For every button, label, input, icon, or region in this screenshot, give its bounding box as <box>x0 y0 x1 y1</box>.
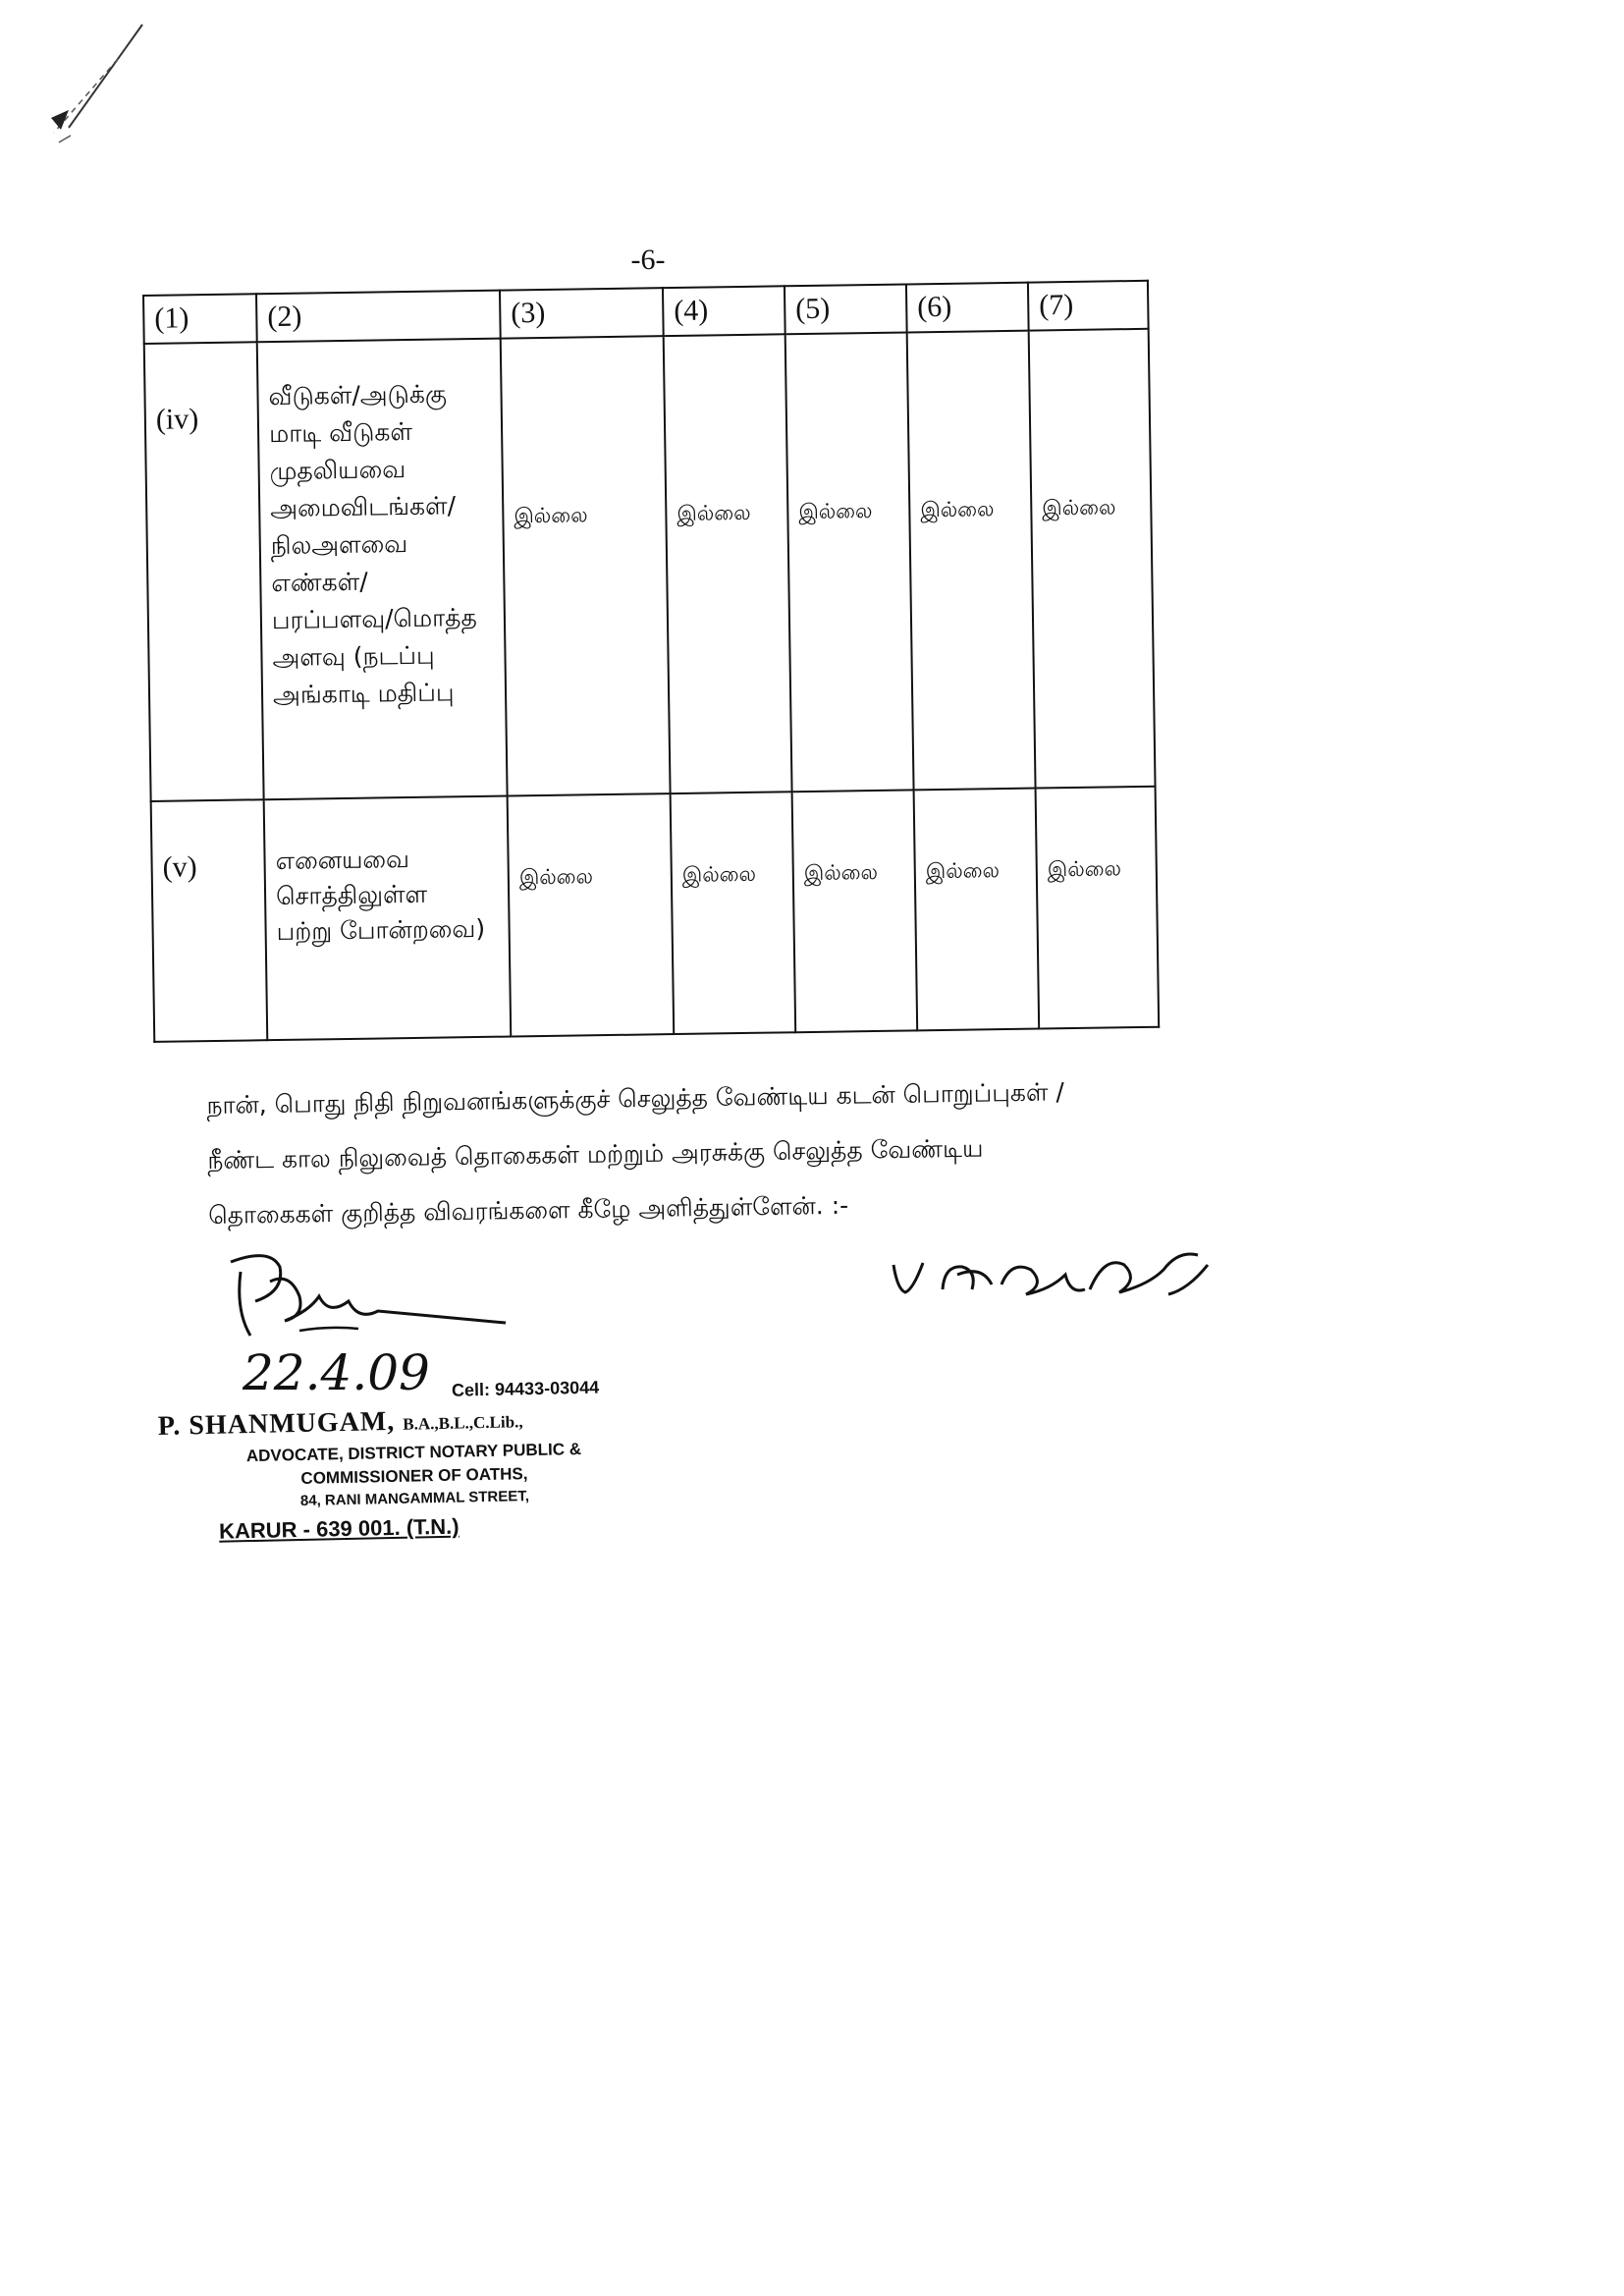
header-cell: (5) <box>785 284 907 333</box>
value-cell <box>664 334 792 793</box>
stamp-cell-number: Cell: 94433-03044 <box>451 1377 600 1400</box>
description-line: எண்கள்/ <box>271 567 368 597</box>
stamp-qualifications: B.A.,B.L.,C.Lib., <box>403 1412 523 1434</box>
value-cell <box>671 792 796 1034</box>
description-line: பற்று போன்றவை) <box>276 913 486 946</box>
paragraph-line: நீண்ட கால நிலுவைத் தொகைகள் மற்றும் அரசுக்கு செலுத்த வேண்டிய <box>207 1133 984 1175</box>
declaration-paragraph <box>206 1062 1250 1243</box>
description-line: அங்காடி மதிப்பு <box>272 677 455 709</box>
header-cell: (7) <box>1028 281 1149 330</box>
header-cell: (3) <box>500 288 664 338</box>
value-cell <box>792 790 918 1032</box>
table-row <box>144 328 1156 800</box>
value-text: இல்லை <box>925 857 1001 883</box>
value-text: இல்லை <box>920 496 995 521</box>
header-cell: (2) <box>256 291 501 342</box>
value-text: இல்லை <box>518 864 594 890</box>
value-cell <box>1036 787 1160 1029</box>
row-number-cell <box>144 342 264 801</box>
corner-pen-mark <box>39 20 157 147</box>
stamp-city: KARUR - 639 001. (T.N.) <box>218 1513 460 1544</box>
description-line: வீடுகள்/அடுக்கு <box>268 379 448 410</box>
header-cell: (6) <box>906 283 1029 332</box>
value-cell <box>907 330 1036 790</box>
value-cell <box>508 793 675 1037</box>
stamp-line: COMMISSIONER OF OATHS, <box>300 1464 528 1488</box>
value-cell <box>501 336 671 796</box>
value-cell <box>785 332 914 792</box>
value-text: இல்லை <box>677 500 751 525</box>
table-row <box>151 787 1160 1042</box>
description-line: முதலியவை <box>269 454 406 485</box>
header-cell: (4) <box>663 286 785 335</box>
assets-table <box>142 280 1160 1043</box>
page-number: -6- <box>630 244 666 276</box>
paragraph-line: தொகைகள் குறித்த விவரங்களை கீழே அளித்துள்ளேன். :- <box>207 1190 849 1230</box>
description-line: சொத்திலுள்ள <box>275 879 428 910</box>
deponent-signature <box>884 1235 1237 1324</box>
signature-date: 22.4.09 <box>243 1344 430 1401</box>
value-text: இல்லை <box>803 859 879 885</box>
description-line: மாடி வீடுகள் <box>268 416 413 448</box>
row-number: (iv) <box>155 402 199 436</box>
value-text: இல்லை <box>1047 856 1122 882</box>
value-cell <box>1029 328 1156 788</box>
description-line: நிலஅளவை <box>270 528 408 560</box>
value-cell <box>914 788 1040 1030</box>
stamp-name: P. SHANMUGAM, <box>157 1405 396 1442</box>
row-number: (v) <box>162 849 197 884</box>
header-cell: (1) <box>143 294 257 343</box>
value-text: இல்லை <box>1042 494 1116 520</box>
description-cell <box>257 338 508 799</box>
stamp-address: 84, RANI MANGAMMAL STREET, <box>299 1488 530 1509</box>
description-line: அமைவிடங்கள்/ <box>270 490 457 522</box>
description-line: பரப்பளவு/மொத்த <box>271 602 477 634</box>
description-line: அளவு (நடப்பு <box>272 640 435 672</box>
paragraph-line: நான், பொது நிதி நிறுவனங்களுக்குச் செலுத்த வேண்டிய கடன் பொறுப்புகள் / <box>206 1077 1065 1120</box>
stamp-name-line <box>158 1400 670 1443</box>
description-cell <box>264 795 512 1040</box>
description-line: எனையவை <box>275 844 410 875</box>
row-description <box>275 840 499 949</box>
row-description <box>268 374 495 713</box>
assets-table-wrapper <box>142 280 1158 1043</box>
notary-stamp <box>157 1376 671 1546</box>
value-text: இல்லை <box>798 498 873 523</box>
row-number-cell <box>151 799 268 1042</box>
stamp-line: ADVOCATE, DISTRICT NOTARY PUBLIC & <box>245 1439 582 1466</box>
value-text: இல்லை <box>514 502 588 528</box>
value-text: இல்லை <box>681 861 757 887</box>
